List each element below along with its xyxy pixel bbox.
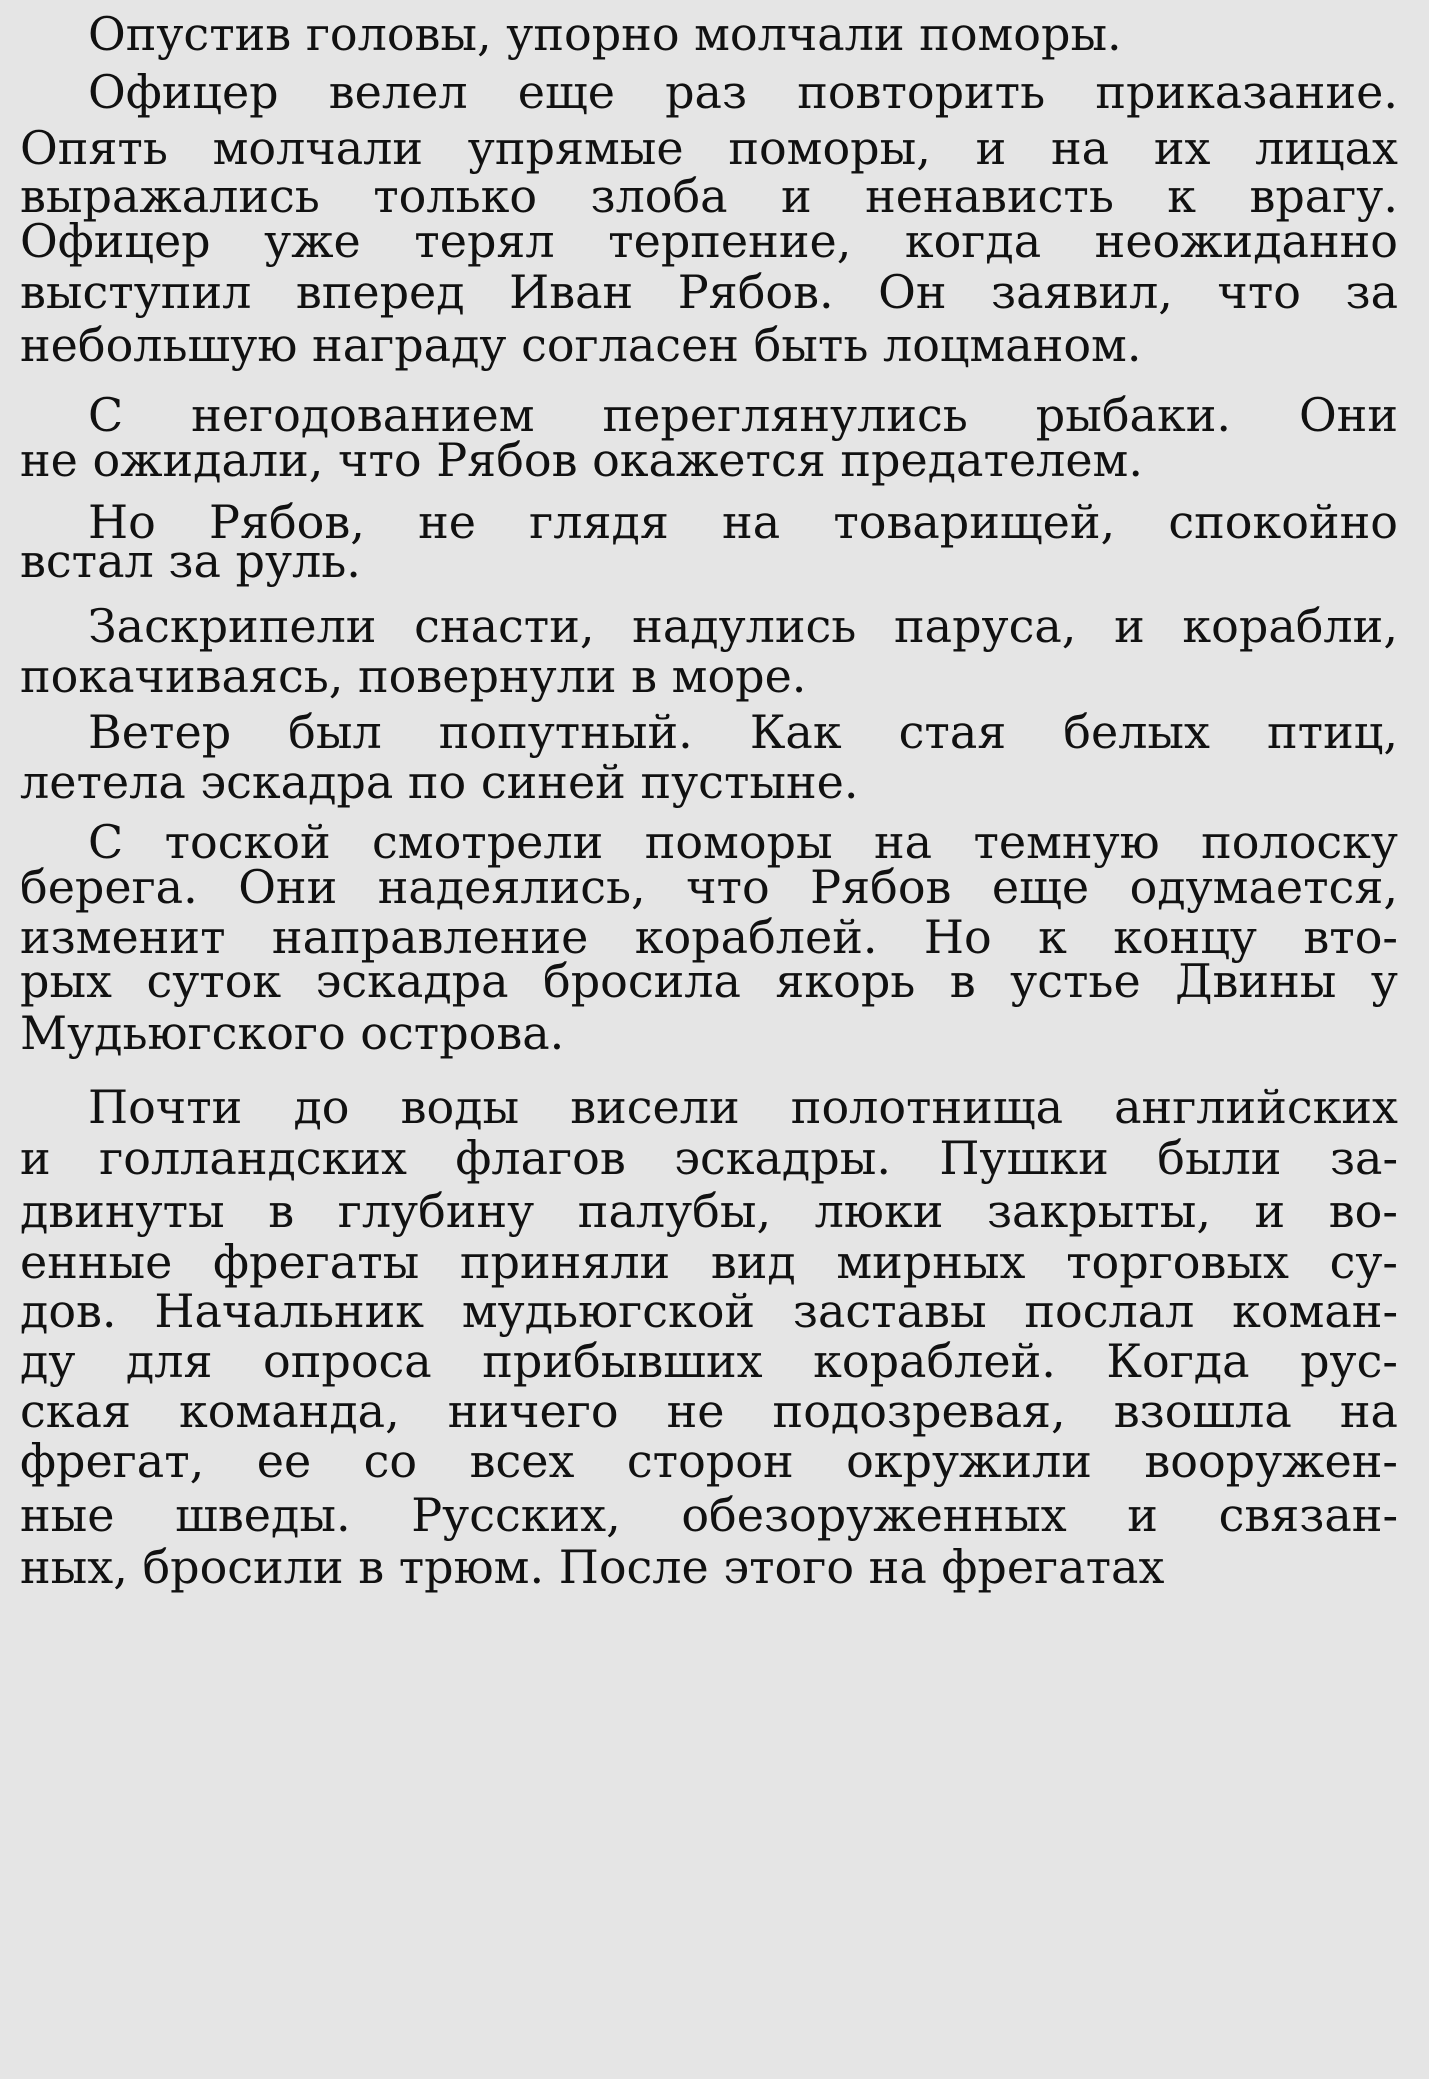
text-line: небольшую награду согласен быть лоцманом.: [20, 318, 1142, 372]
text-line: и голландских флагов эскадры. Пушки были за-: [20, 1131, 1398, 1185]
text-line: С негодованием переглянулись рыбаки. Они: [88, 388, 1398, 442]
text-line: изменит направление кораблей. Но к концу вто-: [20, 910, 1398, 964]
text-line: дов. Начальник мудьюгской заставы послал коман-: [20, 1284, 1398, 1338]
text-line: Опять молчали упрямые поморы, и на их лицах: [20, 121, 1398, 175]
text-line: покачиваясь, повернули в море.: [20, 649, 807, 703]
text-line: берега. Они надеялись, что Рябов еще одумается,: [20, 860, 1398, 914]
text-line: ская команда, ничего не подозревая, взошла на: [20, 1384, 1398, 1438]
text-line: Заскрипели снасти, надулись паруса, и корабли,: [88, 599, 1398, 653]
text-line: ду для опроса прибывших кораблей. Когда рус-: [20, 1334, 1398, 1388]
text-line: не ожидали, что Рябов окажется предателем.: [20, 433, 1143, 487]
text-line: выступил вперед Иван Рябов. Он заявил, что за: [20, 265, 1398, 319]
text-line: Опустив головы, упорно молчали поморы.: [88, 7, 1122, 61]
text-line: Офицер уже терял терпение, когда неожиданно: [20, 214, 1398, 268]
text-line: фрегат, ее со всех сторон окружили вооружен-: [20, 1434, 1398, 1488]
text-line: Почти до воды висели полотнища английских: [88, 1080, 1398, 1134]
text-line: енные фрегаты приняли вид мирных торговых су-: [20, 1235, 1398, 1289]
text-line: Офицер велел еще раз повторить приказание.: [88, 65, 1398, 119]
text-line: двинуты в глубину палубы, люки закрыты, и во-: [20, 1184, 1398, 1238]
text-line: выражались только злоба и ненависть к врагу.: [20, 169, 1398, 223]
text-line: С тоской смотрели поморы на темную полоску: [88, 815, 1398, 869]
text-line: встал за руль.: [20, 534, 361, 588]
text-line: Ветер был попутный. Как стая белых птиц,: [88, 705, 1398, 759]
text-line: Мудьюгского острова.: [20, 1006, 565, 1060]
text-line: ные шведы. Русских, обезоруженных и связан-: [20, 1488, 1398, 1542]
text-line: Но Рябов, не глядя на товарищей, спокойно: [88, 495, 1398, 549]
text-line: рых суток эскадра бросила якорь в устье Двины у: [20, 954, 1398, 1008]
text-line: ных, бросили в трюм. После этого на фрегатах: [20, 1540, 1165, 1594]
text-line: летела эскадра по синей пустыне.: [20, 755, 859, 809]
